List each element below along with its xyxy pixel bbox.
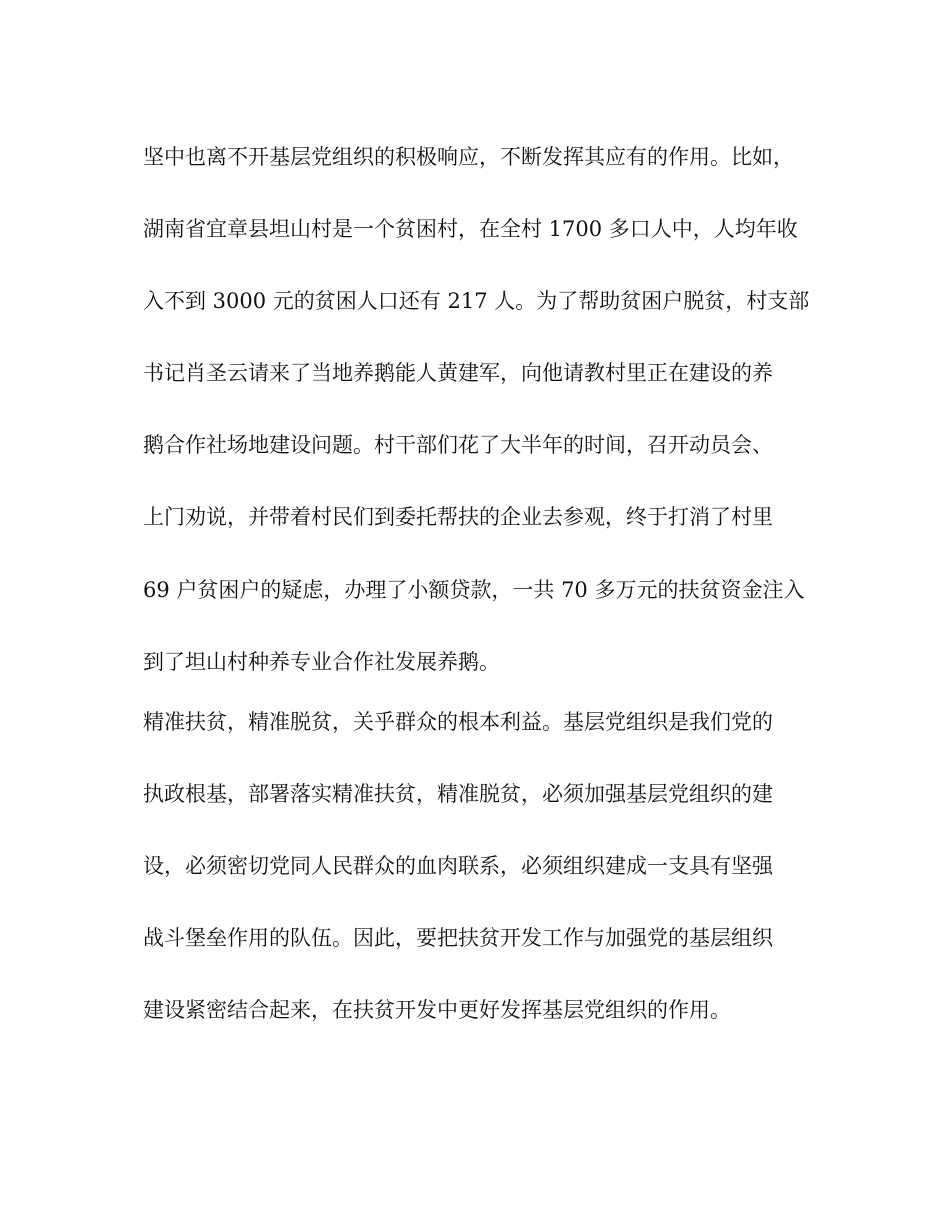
text-line: 建设紧密结合起来，在扶贫开发中更好发挥基层党组织的作用。: [143, 998, 731, 1022]
text-line: 上门劝说，并带着村民们到委托帮扶的企业去参观，终于打消了村里: [143, 505, 773, 529]
text-line: 书记肖圣云请来了当地养鹅能人黄建军，向他请教村里正在建设的养: [143, 361, 773, 385]
text-line: 坚中也离不开基层党组织的积极响应，不断发挥其应有的作用。比如，: [143, 145, 794, 169]
text-line: 战斗堡垒作用的队伍。因此，要把扶贫开发工作与加强党的基层组织: [143, 926, 773, 950]
text-line: 精准扶贫，精准脱贫，关乎群众的根本利益。基层党组织是我们党的: [143, 710, 773, 734]
text-line: 鹅合作社场地建设问题。村干部们花了大半年的时间，召开动员会、: [143, 433, 773, 457]
text-line: 入不到 3000 元的贫困人口还有 217 人。为了帮助贫困户脱贫，村支部: [143, 289, 810, 313]
text-line: 执政根基，部署落实精准扶贫，精准脱贫，必须加强基层党组织的建: [143, 782, 773, 806]
text-line: 湖南省宜章县坦山村是一个贫困村，在全村 1700 多口人中，人均年收: [143, 217, 798, 241]
text-line: 到了坦山村种养专业合作社发展养鹅。: [143, 650, 500, 674]
text-line: 69 户贫困户的疑虑，办理了小额贷款，一共 70 多万元的扶贫资金注入: [143, 578, 805, 602]
text-line: 设，必须密切党同人民群众的血肉联系，必须组织建成一支具有坚强: [143, 854, 773, 878]
